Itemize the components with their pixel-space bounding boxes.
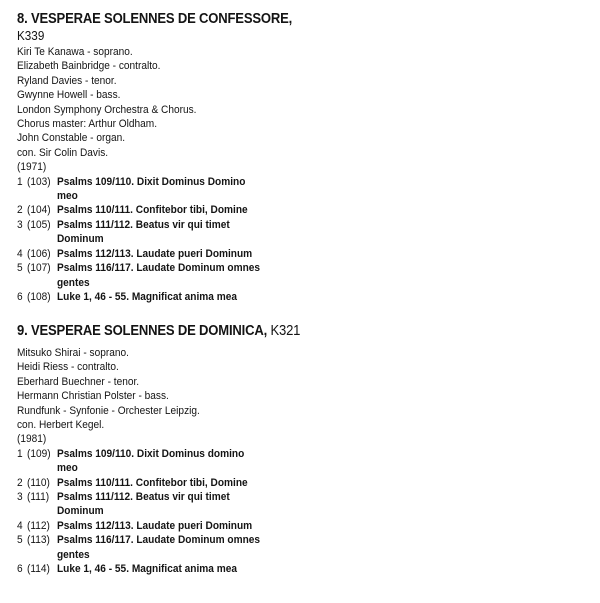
track-title xyxy=(57,203,287,217)
track-title xyxy=(57,175,287,204)
track-index: (107) xyxy=(27,262,51,275)
track-index: (112) xyxy=(27,519,50,532)
performer-line: con. Herbert Kegel. xyxy=(17,419,105,432)
track-item xyxy=(17,247,587,261)
track-item xyxy=(17,175,587,204)
track-title-line: gentes xyxy=(57,276,90,289)
performer-line: London Symphony Orchestra & Chorus. xyxy=(17,103,197,116)
track-item xyxy=(17,261,587,290)
track-title xyxy=(57,290,287,304)
track-number: 2 xyxy=(17,476,23,489)
track-item xyxy=(17,218,587,247)
track-number: 3 xyxy=(17,218,23,231)
track-title xyxy=(57,476,287,490)
track-index: (104) xyxy=(27,204,51,217)
performer-line: Ryland Davies - tenor. xyxy=(17,74,117,87)
section-k339 xyxy=(17,10,587,304)
performer-line: Hermann Christian Polster - bass. xyxy=(17,390,169,403)
performer-line: Rundfunk - Synfonie - Orchester Leipzig. xyxy=(17,404,200,417)
track-title-line: Psalms 112/113. Laudate pueri Dominum xyxy=(57,519,253,532)
track-item xyxy=(17,490,587,519)
recording-year: (1981) xyxy=(17,433,47,446)
performer-line: con. Sir Colin Davis. xyxy=(17,146,109,159)
track-item xyxy=(17,519,587,533)
track-title xyxy=(57,261,287,290)
track-item xyxy=(17,203,587,217)
track-title-line: Psalms 116/117. Laudate Dominum omnes xyxy=(57,262,261,275)
track-title xyxy=(57,247,287,261)
performer-list xyxy=(17,346,587,432)
track-item xyxy=(17,476,587,490)
track-index: (103) xyxy=(27,175,51,188)
track-number: 4 xyxy=(17,247,23,260)
track-title-line: Psalms 109/110. Dixit Dominus Domino xyxy=(57,175,246,188)
track-title-line: Psalms 109/110. Dixit Dominus domino xyxy=(57,447,245,460)
catalog-number: K321 xyxy=(270,323,301,339)
performer-line: Heidi Riess - contralto. xyxy=(17,361,119,374)
track-list xyxy=(17,175,587,305)
track-title-line: meo xyxy=(57,462,78,475)
track-item xyxy=(17,533,587,562)
performer-line: Mitsuko Shirai - soprano. xyxy=(17,347,129,359)
track-number: 5 xyxy=(17,262,23,275)
track-index: (108) xyxy=(27,290,51,303)
track-item xyxy=(17,290,587,304)
performer-line: Eberhard Buechner - tenor. xyxy=(17,375,140,388)
track-number: 5 xyxy=(17,534,23,547)
track-title-line: Psalms 111/112. Beatus vir qui timet xyxy=(57,491,230,504)
track-index: (113) xyxy=(27,534,50,547)
performer-line: John Constable - organ. xyxy=(17,132,126,145)
track-title-line: Dominum xyxy=(57,505,104,518)
track-index: (109) xyxy=(27,447,51,460)
track-number: 1 xyxy=(17,175,23,188)
track-title-line: Psalms 110/111. Confitebor tibi, Domine xyxy=(57,204,248,217)
catalog-number: K339 xyxy=(17,28,45,43)
track-index: (110) xyxy=(27,476,50,489)
track-number: 2 xyxy=(17,204,23,217)
recording-year: (1971) xyxy=(17,161,47,174)
track-title-line: Luke 1, 46 - 55. Magnificat anima mea xyxy=(57,290,237,303)
track-title xyxy=(57,490,287,519)
performer-line: Chorus master: Arthur Oldham. xyxy=(17,118,158,131)
track-number: 1 xyxy=(17,447,23,460)
performer-list xyxy=(17,45,587,160)
track-title-line: Psalms 111/112. Beatus vir qui timet xyxy=(57,218,230,231)
performer-line: Kiri Te Kanawa - soprano. xyxy=(17,46,133,58)
track-list xyxy=(17,447,587,577)
section-k321 xyxy=(17,322,587,577)
track-title-line: Dominum xyxy=(57,233,104,246)
track-item xyxy=(17,562,587,576)
track-index: (114) xyxy=(27,563,50,576)
track-number: 6 xyxy=(17,563,23,576)
track-title-line: Psalms 110/111. Confitebor tibi, Domine xyxy=(57,476,248,489)
performer-line: Elizabeth Bainbridge - contralto. xyxy=(17,60,161,73)
track-index: (111) xyxy=(27,491,50,504)
track-title xyxy=(57,447,287,476)
track-index: (105) xyxy=(27,218,51,231)
track-number: 4 xyxy=(17,519,23,532)
track-title xyxy=(57,519,287,533)
section-title: 8. VESPERAE SOLENNES DE CONFESSORE, xyxy=(17,11,293,27)
performer-line: Gwynne Howell - bass. xyxy=(17,89,121,102)
section-title: 9. VESPERAE SOLENNES DE DOMINICA, K321 xyxy=(17,323,301,339)
track-title-line: Luke 1, 46 - 55. Magnificat anima mea xyxy=(57,563,237,576)
track-title xyxy=(57,533,287,562)
track-title xyxy=(57,562,287,576)
track-index: (106) xyxy=(27,247,51,260)
track-item xyxy=(17,447,587,476)
track-number: 6 xyxy=(17,290,23,303)
track-title-line: gentes xyxy=(57,548,90,561)
track-title-line: meo xyxy=(57,190,78,203)
track-title-line: Psalms 112/113. Laudate pueri Dominum xyxy=(57,247,253,260)
track-title-line: Psalms 116/117. Laudate Dominum omnes xyxy=(57,534,261,547)
track-number: 3 xyxy=(17,491,23,504)
track-title xyxy=(57,218,287,247)
